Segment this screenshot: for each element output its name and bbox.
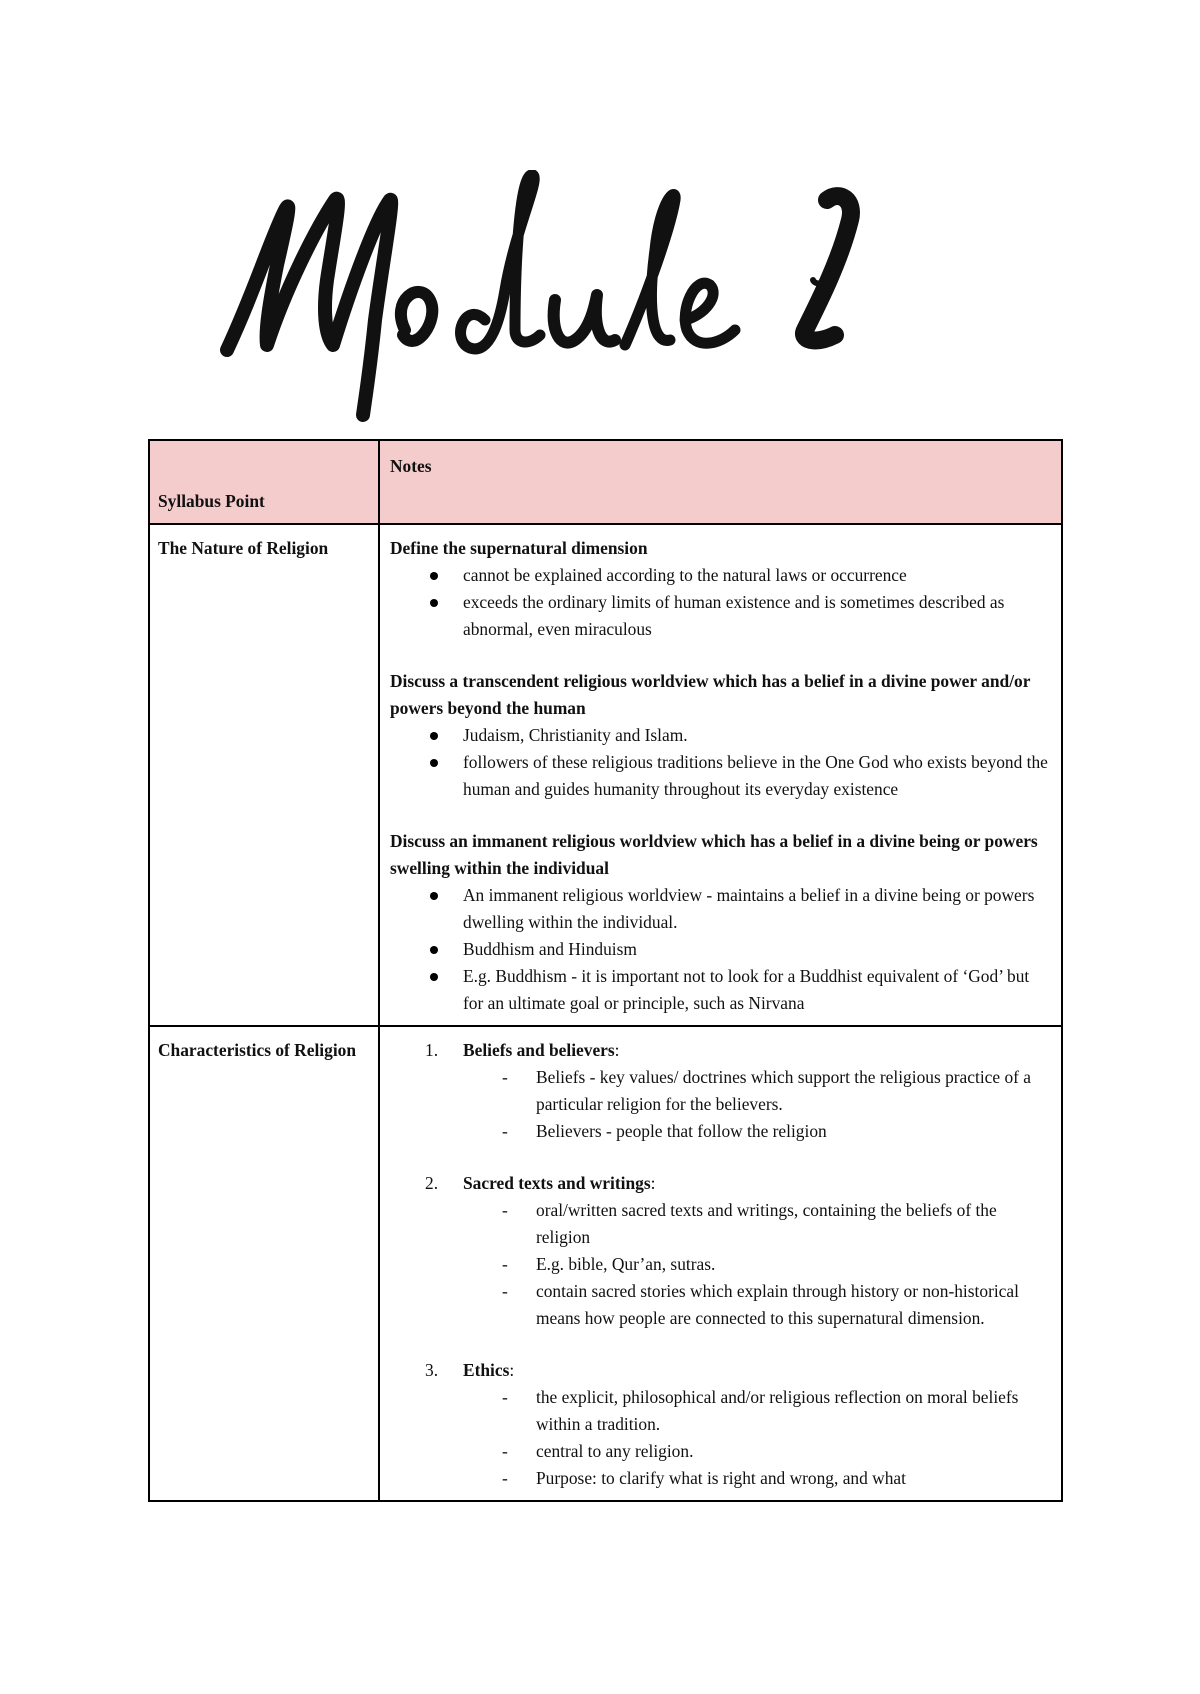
bullet-item: Judaism, Christianity and Islam.	[390, 722, 1049, 749]
item-suffix: :	[650, 1173, 656, 1193]
item-suffix: :	[509, 1360, 515, 1380]
dash-list	[390, 1064, 1049, 1145]
table-header-row	[149, 440, 1062, 524]
item-number: 3.	[425, 1360, 439, 1380]
item-number: 2.	[425, 1173, 439, 1193]
section-heading: Define the supernatural dimension	[390, 538, 648, 558]
dash-item: - contain sacred stories which explain through history or non-historical means how people are connected to this supernatural dimension.	[390, 1278, 1049, 1332]
bullet-list	[390, 722, 1049, 803]
table-row	[149, 524, 1062, 1026]
bullet-list	[390, 882, 1049, 1017]
dash-item: - E.g. bible, Qur’an, sutras.	[390, 1251, 1049, 1278]
syllabus-point-header: Syllabus Point	[149, 440, 379, 524]
dash-list	[390, 1384, 1049, 1492]
table-row	[149, 1026, 1062, 1501]
notes-cell	[379, 1026, 1062, 1501]
notes-cell	[379, 524, 1062, 1026]
dash-item: - Beliefs - key values/ doctrines which support the religious practice of a particular religion for the believers.	[390, 1064, 1049, 1118]
section-heading: Discuss a transcendent religious worldview which has a belief in a divine power and/or powers beyond the human	[390, 671, 1031, 718]
bullet-item: E.g. Buddhism - it is important not to look for a Buddhist equivalent of ‘God’ but for an ultimate goal or principle, such as Nirvana	[390, 963, 1049, 1017]
dash-item: - Purpose: to clarify what is right and wrong, and what	[390, 1465, 1049, 1492]
item-suffix: :	[614, 1040, 620, 1060]
section-heading: Discuss an immanent religious worldview which has a belief in a divine being or powers swelling within the individual	[390, 831, 1038, 878]
syllabus-point-cell: Characteristics of Religion	[149, 1026, 379, 1501]
bullet-item: followers of these religious traditions believe in the One God who exists beyond the human and guides humanity throughout its everyday existence	[390, 749, 1049, 803]
item-title: Ethics	[463, 1360, 510, 1380]
notes-header: Notes	[379, 440, 1062, 524]
bullet-list	[390, 562, 1049, 643]
numbered-item	[390, 1037, 1049, 1064]
dash-item: - the explicit, philosophical and/or religious reflection on moral beliefs within a tradition.	[390, 1384, 1049, 1438]
numbered-item	[390, 1170, 1049, 1197]
bullet-item: Buddhism and Hinduism	[390, 936, 1049, 963]
item-title: Beliefs and believers	[463, 1040, 615, 1060]
dash-item: - central to any religion.	[390, 1438, 1049, 1465]
module-title-logo	[215, 170, 935, 430]
item-title: Sacred texts and writings	[463, 1173, 651, 1193]
dash-list	[390, 1197, 1049, 1332]
item-number: 1.	[425, 1040, 439, 1060]
numbered-item	[390, 1357, 1049, 1384]
dash-item: - Believers - people that follow the religion	[390, 1118, 1049, 1145]
dash-item: - oral/written sacred texts and writings, containing the beliefs of the religion	[390, 1197, 1049, 1251]
bullet-item: An immanent religious worldview - maintains a belief in a divine being or powers dwelling within the individual.	[390, 882, 1049, 936]
syllabus-table	[148, 439, 1063, 1502]
bullet-item: cannot be explained according to the natural laws or occurrence	[390, 562, 1049, 589]
bullet-item: exceeds the ordinary limits of human existence and is sometimes described as abnormal, even miraculous	[390, 589, 1049, 643]
syllabus-point-cell: The Nature of Religion	[149, 524, 379, 1026]
